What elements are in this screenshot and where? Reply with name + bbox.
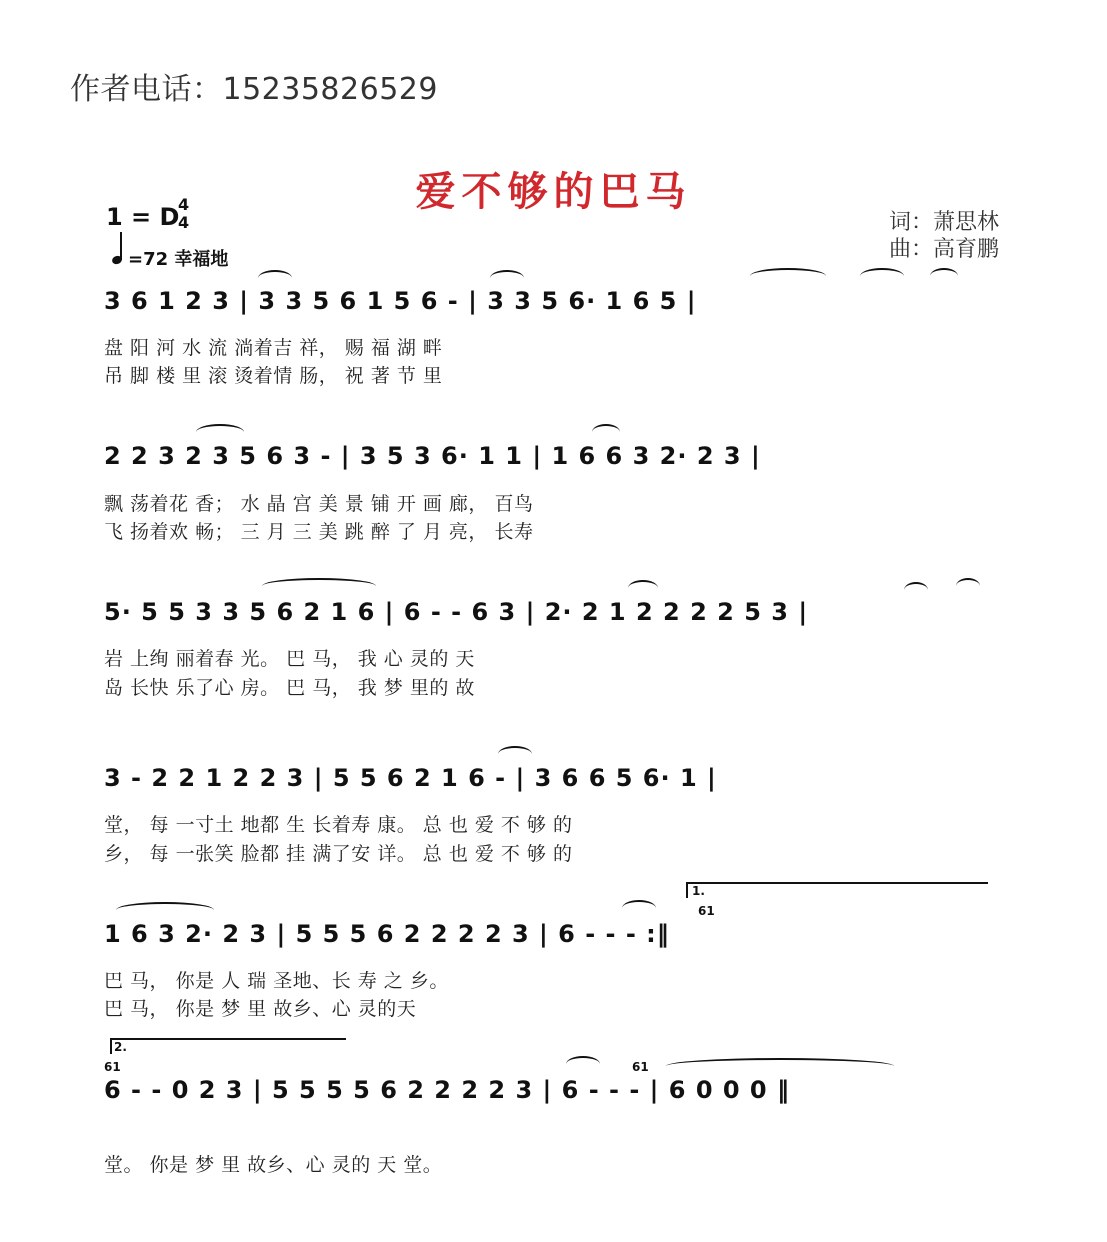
volta-1-label: 1. — [692, 884, 705, 898]
score-row-6-lyrics-1: 堂。 你是 梦 里 故乡、心 灵的 天 堂。 — [104, 1154, 443, 1176]
slur — [490, 270, 524, 286]
score-row-3-lyrics-1: 岩 上绚 丽着春 光。 巴 马， 我 心 灵的 天 — [104, 648, 475, 670]
volta-bracket-2 — [110, 1038, 346, 1054]
slur — [904, 582, 928, 598]
score-row-1-lyrics-2: 吊 脚 楼 里 滚 烫着情 肠， 祝 著 节 里 — [104, 365, 443, 387]
slur — [262, 578, 376, 594]
score-row-3-music: 5· 5 5 3 3 5 6 2 1 6 | 6 - - 6 3 | 2· 2 1 2 2 2 2 5 3 | — [104, 598, 809, 626]
author-phone: 作者电话：15235826529 — [70, 72, 438, 107]
score-row-2-music: 2 2 3 2 3 5 6 3 - | 3 5 3 6· 1 1 | 1 6 6 3 2· 2 3 | — [104, 442, 761, 470]
score-row-1-lyrics-1: 盘 阳 河 水 流 淌着吉 祥， 赐 福 湖 畔 — [104, 337, 443, 359]
song-title: 爱不够的巴马 — [415, 168, 692, 215]
slur — [956, 578, 980, 594]
tempo-marking: =72 幸福地 — [128, 249, 229, 270]
score-row-4-lyrics-2: 乡， 每 一张笑 脸都 挂 满了安 详。 总 也 爱 不 够 的 — [104, 843, 573, 865]
slur — [930, 268, 958, 284]
slur — [116, 902, 214, 918]
slur — [196, 424, 244, 440]
grace-note: 61 — [104, 1060, 121, 1074]
score-row-1-music: 3 6 1 2 3 | 3 3 5 6 1 5 6 - | 3 3 5 6· 1 6 5 | — [104, 287, 697, 315]
key-signature: 1 = D — [106, 203, 180, 231]
score-row-2-lyrics-2: 飞 扬着欢 畅； 三 月 三 美 跳 醉 了 月 亮， 长寿 — [104, 521, 534, 543]
grace-note: 61 — [698, 904, 715, 918]
slur — [566, 1056, 600, 1072]
score-row-5-lyrics-2: 巴 马， 你是 梦 里 故乡、心 灵的天 — [104, 998, 417, 1020]
score-row-6-music: 6 - - 0 2 3 | 5 5 5 5 6 2 2 2 2 3 | 6 - - - | 6 0 0 0 ‖ — [104, 1076, 790, 1104]
score-row-2-lyrics-1: 飘 荡着花 香； 水 晶 宫 美 景 铺 开 画 廊， 百鸟 — [104, 493, 534, 515]
time-signature — [178, 196, 189, 232]
slur — [666, 1058, 894, 1074]
score-row-5-lyrics-1: 巴 马， 你是 人 瑞 圣地、长 寿 之 乡。 — [104, 970, 449, 992]
slur — [258, 270, 292, 286]
score-row-3-lyrics-2: 岛 长快 乐了心 房。 巴 马， 我 梦 里的 故 — [104, 677, 475, 699]
time-signature-bottom: 4 — [178, 213, 190, 232]
score-row-4-music: 3 - 2 2 1 2 2 3 | 5 5 6 2 1 6 - | 3 6 6 5 6· 1 | — [104, 764, 717, 792]
volta-2-label: 2. — [114, 1040, 127, 1054]
grace-note: 61 — [632, 1060, 649, 1074]
slur — [592, 424, 620, 440]
composer-credit: 曲：高育鹏 — [888, 237, 999, 262]
slur — [750, 268, 826, 284]
slur — [628, 580, 658, 596]
volta-bracket-1 — [686, 882, 988, 898]
slur — [498, 746, 532, 762]
lyricist-credit: 词：萧思林 — [888, 210, 999, 235]
slur — [860, 268, 904, 284]
time-signature-top: 4 — [178, 195, 190, 214]
slur — [622, 900, 656, 916]
score-row-5-music: 1 6 3 2· 2 3 | 5 5 5 6 2 2 2 2 3 | 6 - - - :‖ — [104, 920, 670, 948]
score-row-4-lyrics-1: 堂， 每 一寸土 地都 生 长着寿 康。 总 也 爱 不 够 的 — [104, 814, 573, 836]
